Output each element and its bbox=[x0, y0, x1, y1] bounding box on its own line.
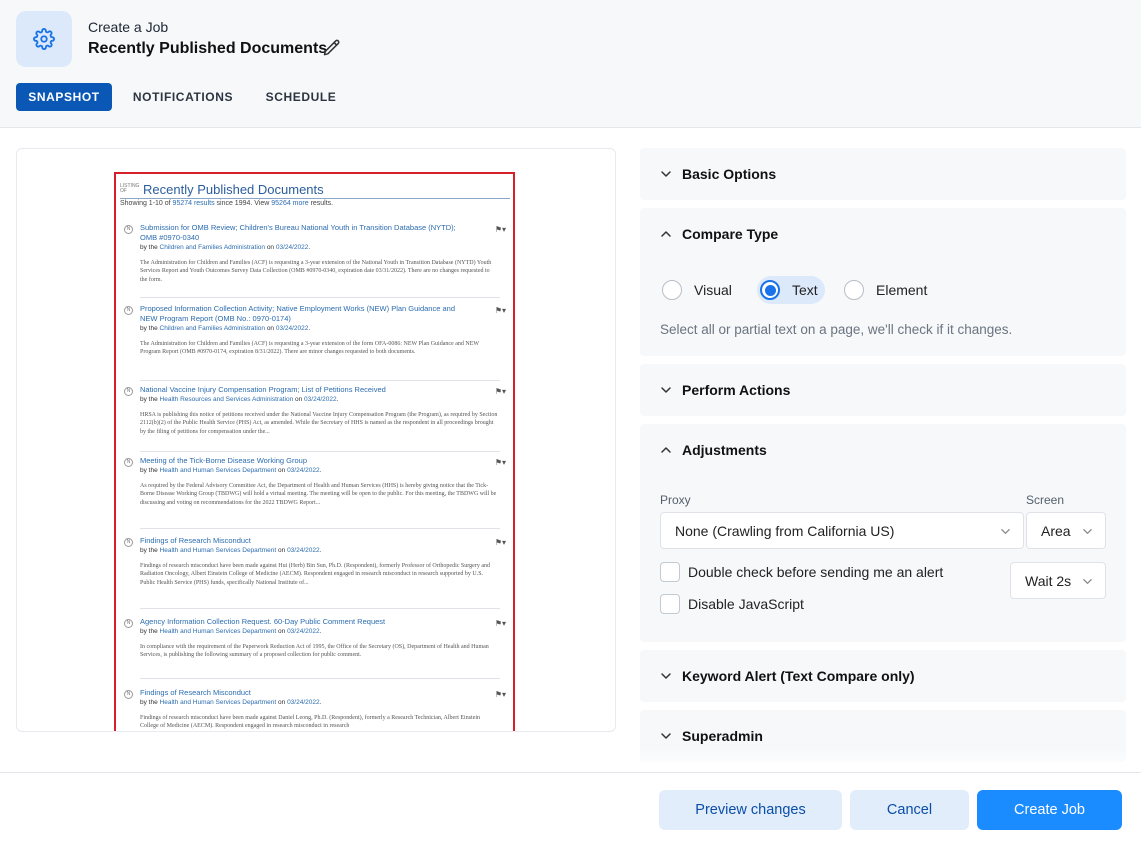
item-abstract: The Administration for Children and Families (ACF) is requesting a 3-year extension of the form OFA-0086: NEW Plan Guidance and NEW Program Report (OMB #0970-0174, expiration 8/31/2022). There are minor changes requested to both documents. bbox=[140, 341, 479, 356]
section-title: Perform Actions bbox=[682, 382, 791, 398]
preview-heading: Recently Published Documents bbox=[143, 182, 324, 197]
chevron-up-icon bbox=[660, 228, 672, 240]
document-icon: N bbox=[124, 619, 133, 628]
screen-select[interactable] bbox=[1026, 512, 1106, 549]
flag-icon[interactable]: ⚑▾ bbox=[494, 225, 506, 234]
chevron-down-icon bbox=[1082, 576, 1093, 587]
divider bbox=[140, 678, 500, 679]
item-title[interactable]: National Vaccine Injury Compensation Program; List of Petitions Received bbox=[140, 385, 386, 394]
wait-value: Wait 2s bbox=[1025, 572, 1072, 589]
tab-schedule[interactable]: SCHEDULE bbox=[265, 90, 337, 104]
gear-icon bbox=[16, 11, 72, 67]
divider bbox=[140, 297, 500, 298]
item-title[interactable]: Agency Information Collection Request. 60-Day Public Comment Request bbox=[140, 617, 386, 626]
section-header[interactable] bbox=[660, 208, 778, 260]
document-icon: N bbox=[124, 538, 133, 547]
radio-label: Element bbox=[876, 282, 928, 298]
list-item bbox=[124, 456, 508, 534]
checkbox[interactable] bbox=[660, 562, 680, 582]
chevron-down-icon bbox=[1000, 526, 1011, 537]
scroll-fade bbox=[640, 748, 1126, 772]
list-item bbox=[124, 223, 508, 303]
checkbox-label: Double check before sending me an alert bbox=[688, 564, 944, 580]
list-item bbox=[124, 536, 508, 616]
footer-bar bbox=[0, 772, 1141, 842]
cancel-button[interactable]: Cancel bbox=[850, 790, 969, 830]
item-abstract: The Administration for Children and Families (ACF) is requesting a 3-year extension of the National Youth in Transition Database (NYTD) Youth Services Report and Youth Outcomes Survey Data Collection (OMB #0970-0340, expiration date 03/31/2022). There are no changes requested to the form. bbox=[140, 260, 492, 283]
section-header[interactable] bbox=[660, 364, 790, 416]
disable-js-checkbox[interactable] bbox=[660, 594, 804, 614]
item-byline: by the Health and Human Services Department on 03/24/2022. bbox=[140, 699, 322, 706]
flag-icon[interactable]: ⚑▾ bbox=[494, 306, 506, 315]
snapshot-preview[interactable] bbox=[16, 148, 616, 732]
list-item bbox=[124, 304, 508, 384]
chevron-down-icon bbox=[660, 730, 672, 742]
section-title: Superadmin bbox=[682, 728, 763, 744]
compare-text-radio[interactable] bbox=[757, 276, 825, 304]
chevron-down-icon bbox=[660, 384, 672, 396]
item-byline: by the Children and Families Administration on 03/24/2022. bbox=[140, 244, 311, 251]
wait-select[interactable] bbox=[1010, 562, 1106, 599]
section-title: Keyword Alert (Text Compare only) bbox=[682, 668, 915, 684]
section-keyword-alert[interactable] bbox=[640, 650, 1126, 702]
item-title[interactable]: Proposed Information Collection Activity; Native Employment Works (NEW) Plan Guidance and NEW Program Report (OMB No.: 0970-0174) bbox=[140, 304, 455, 323]
item-abstract: As required by the Federal Advisory Committee Act, the Department of Health and Human Services (HHS) is hereby giving notice that the Tick-Borne Disease Working Group (TBDWG) will hold a virtual meeting. The meeting will be open to the public. For this meeting, the TBDWG will be discussing and voting on recommendations for the 2022 TBDWG Report... bbox=[140, 483, 497, 506]
compare-hint: Select all or partial text on a page, we'll check if it changes. bbox=[660, 322, 1013, 337]
radio-button[interactable] bbox=[844, 280, 864, 300]
section-basic-options[interactable] bbox=[640, 148, 1126, 200]
chevron-up-icon bbox=[660, 444, 672, 456]
proxy-select[interactable] bbox=[660, 512, 1024, 549]
radio-button[interactable] bbox=[760, 280, 780, 300]
section-title: Adjustments bbox=[682, 442, 767, 458]
list-item bbox=[124, 688, 508, 732]
section-title: Compare Type bbox=[682, 226, 779, 242]
flag-icon[interactable]: ⚑▾ bbox=[494, 387, 506, 396]
item-title[interactable]: Findings of Research Misconduct bbox=[140, 536, 251, 545]
flag-icon[interactable]: ⚑▾ bbox=[494, 458, 506, 467]
document-icon: N bbox=[124, 458, 133, 467]
screen-label: Screen bbox=[1026, 493, 1065, 507]
item-abstract: Findings of research misconduct have been made against Daniel Leong, Ph.D. (Respondent), formerly a Research Technician, Albert Einstein College of Medicine (AECM). Respondent engaged in research misconduct in research bbox=[140, 715, 481, 730]
job-header bbox=[0, 0, 1141, 128]
section-title: Basic Options bbox=[682, 166, 777, 182]
flag-icon[interactable]: ⚑▾ bbox=[494, 538, 506, 547]
document-icon: N bbox=[124, 387, 133, 396]
item-byline: by the Children and Families Administration on 03/24/2022. bbox=[140, 325, 311, 332]
checkbox-label: Disable JavaScript bbox=[688, 596, 804, 612]
divider bbox=[140, 608, 500, 609]
heading-divider bbox=[120, 198, 510, 199]
radio-button[interactable] bbox=[662, 280, 682, 300]
selected-region[interactable] bbox=[114, 172, 515, 732]
flag-icon[interactable]: ⚑▾ bbox=[494, 619, 506, 628]
screen-value: Area bbox=[1041, 522, 1071, 539]
create-job-button[interactable]: Create Job bbox=[977, 790, 1122, 830]
flag-icon[interactable]: ⚑▾ bbox=[494, 690, 506, 699]
item-title[interactable]: Submission for OMB Review; Children's Bureau National Youth in Transition Database (NYTD); OMB #0970-0340 bbox=[140, 223, 456, 242]
divider bbox=[140, 380, 500, 381]
job-title: Recently Published Documents bbox=[88, 40, 328, 57]
double-check-checkbox[interactable] bbox=[660, 562, 943, 582]
listing-label: LISTING OF bbox=[120, 183, 140, 194]
job-subtitle: Create a Job bbox=[88, 19, 169, 35]
section-header[interactable] bbox=[660, 424, 767, 476]
divider bbox=[140, 528, 500, 529]
section-perform-actions[interactable] bbox=[640, 364, 1126, 416]
item-title[interactable]: Meeting of the Tick-Borne Disease Working Group bbox=[140, 456, 308, 465]
item-byline: by the Health and Human Services Department on 03/24/2022. bbox=[140, 467, 322, 474]
item-abstract: HRSA is publishing this notice of petitions received under the National Vaccine Injury Compensation Program (the Program), as required by Section 2112(b)(2) of the Public Health Service (PHS) Act, as amended. While the Secretary of HHS is named as the respondent in all proceedings brought by the filing of petitions for compensation under the... bbox=[140, 412, 498, 435]
item-byline: by the Health and Human Services Department on 03/24/2022. bbox=[140, 547, 322, 554]
radio-label: Visual bbox=[694, 282, 732, 298]
list-item bbox=[124, 617, 508, 687]
chevron-down-icon bbox=[660, 670, 672, 682]
document-icon: N bbox=[124, 306, 133, 315]
results-summary: Showing 1-10 of 95274 results since 1994. View 95264 more results. bbox=[120, 200, 334, 207]
chevron-down-icon bbox=[660, 168, 672, 180]
proxy-label: Proxy bbox=[660, 493, 691, 507]
pencil-icon[interactable] bbox=[322, 38, 342, 63]
item-abstract: In compliance with the requirement of the Paperwork Reduction Act of 1995, the Office of the Secretary (OS), Department of Health and Human Services, is publishing the following summary of a proposed collection for public comment. bbox=[140, 644, 489, 659]
item-byline: by the Health and Human Services Department on 03/24/2022. bbox=[140, 628, 322, 635]
tab-snapshot[interactable]: SNAPSHOT bbox=[16, 83, 112, 111]
tab-notifications[interactable]: NOTIFICATIONS bbox=[132, 90, 234, 104]
preview-changes-button[interactable]: Preview changes bbox=[659, 790, 842, 830]
item-byline: by the Health Resources and Services Administration on 03/24/2022. bbox=[140, 396, 339, 403]
section-header[interactable] bbox=[660, 148, 776, 200]
chevron-down-icon bbox=[1082, 526, 1093, 537]
radio-label: Text bbox=[792, 282, 818, 298]
section-header[interactable] bbox=[660, 650, 915, 702]
compare-element-radio[interactable] bbox=[844, 276, 934, 304]
document-icon: N bbox=[124, 690, 133, 699]
document-icon: N bbox=[124, 225, 133, 234]
checkbox[interactable] bbox=[660, 594, 680, 614]
item-abstract: Findings of research misconduct have been made against Hui (Herb) Bin Sun, Ph.D. (Respondent), formerly Professor of Orthopedic Surgery and Radiation Oncology, Albert Einstein College of Medicine (AECM). Respondent engaged in research misconduct in research supported by U.S. Public Health Service (PHS) funds, specifically National Institute of... bbox=[140, 563, 490, 586]
list-item bbox=[124, 385, 508, 457]
divider bbox=[140, 451, 500, 452]
compare-visual-radio[interactable] bbox=[662, 276, 740, 304]
proxy-value: None (Crawling from California US) bbox=[675, 522, 895, 539]
item-title[interactable]: Findings of Research Misconduct bbox=[140, 688, 251, 697]
